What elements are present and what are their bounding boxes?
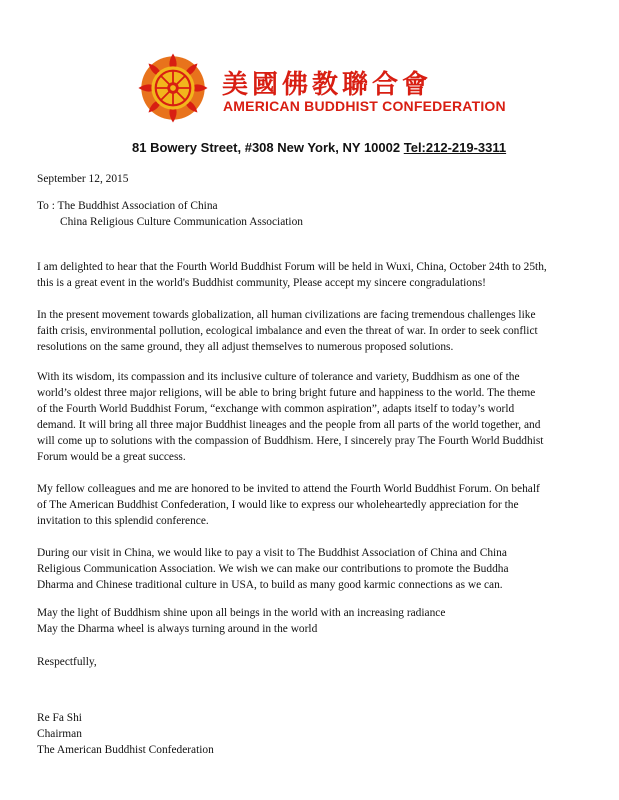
telephone: Tel:212-219-3311 [403,140,507,155]
paragraph [37,307,589,355]
paragraph-text: My fellow colleagues and me are honored to be invited to attend the Fourth World Buddhist Forum. On behalf of The American Buddhist Confederation, I would like to express our wholeheartedly appreciation for the invitation to this splendid conference. [37,483,540,527]
paragraph-text: I am delighted to hear that the Fourth World Buddhist Forum will be held in Wuxi, China, October 24th to 25th, this is a great event in the world's Buddhist community, Please accept my sincere congradulations! [37,261,547,289]
paragraph-text: May the light of Buddhism shine upon all beings in the world with an increasing radiance May the Dharma wheel is always turning around in the world [37,607,446,635]
recipient-block [37,198,589,230]
signer-title: Chairman [37,728,82,740]
paragraph [37,605,589,637]
closing-text: Respectfully, [37,656,97,668]
paragraph [37,259,589,291]
paragraph [37,545,589,593]
organization-chinese-name: 美國佛教聯合會 [222,70,433,100]
paragraph-text: With its wisdom, its compassion and its inclusive culture of tolerance and variety, Buddhism as one of the world’s oldest three major religions, will be able to bring bright future and happiness to the world. The theme of the Fourth World Buddhist Forum, “exchange with common aspiration”, adapts itself to today’s world demand. It will bring all three major Buddhist lineages and the people from all parts of the world together, and will come up to solutions with the compassion of Buddhism. Here, I sincerely pray The Fourth World Buddhist Forum would be a great success. [37,371,544,463]
closing [37,654,589,670]
letter-date [37,171,589,187]
paragraph [37,481,589,529]
street-address: 81 Bowery Street, #308 New York, NY 10002 [132,140,401,155]
signer-name: Re Fa Shi [37,712,82,724]
paragraph-text: In the present movement towards globalization, all human civilizations are facing tremendous challenges like faith crisis, environmental pollution, ecological imbalance and even the threat of war. In order to seek conflict resolutions on the same ground, they all adjust themselves to numerous proposed solutions. [37,309,538,353]
organization-english-name: AMERICAN BUDDHIST CONFEDERATION [223,98,506,114]
recipient-line-1: To : The Buddhist Association of China [37,200,218,212]
dharma-wheel-lotus-icon [137,52,209,124]
signer-organization: The American Buddhist Confederation [37,744,214,756]
date-text: September 12, 2015 [37,173,129,185]
signature-block [37,710,589,758]
paragraph-text: During our visit in China, we would like to pay a visit to The Buddhist Association of China and China Religious Communication Association. We wish we can make our contributions to promote the Buddha Dharma and Chinese traditional culture in USA, to build as many good karmic connections as we can. [37,547,509,591]
address-line [132,140,506,155]
paragraph [37,369,589,465]
recipient-line-2: China Religious Culture Communication Association [60,216,303,228]
